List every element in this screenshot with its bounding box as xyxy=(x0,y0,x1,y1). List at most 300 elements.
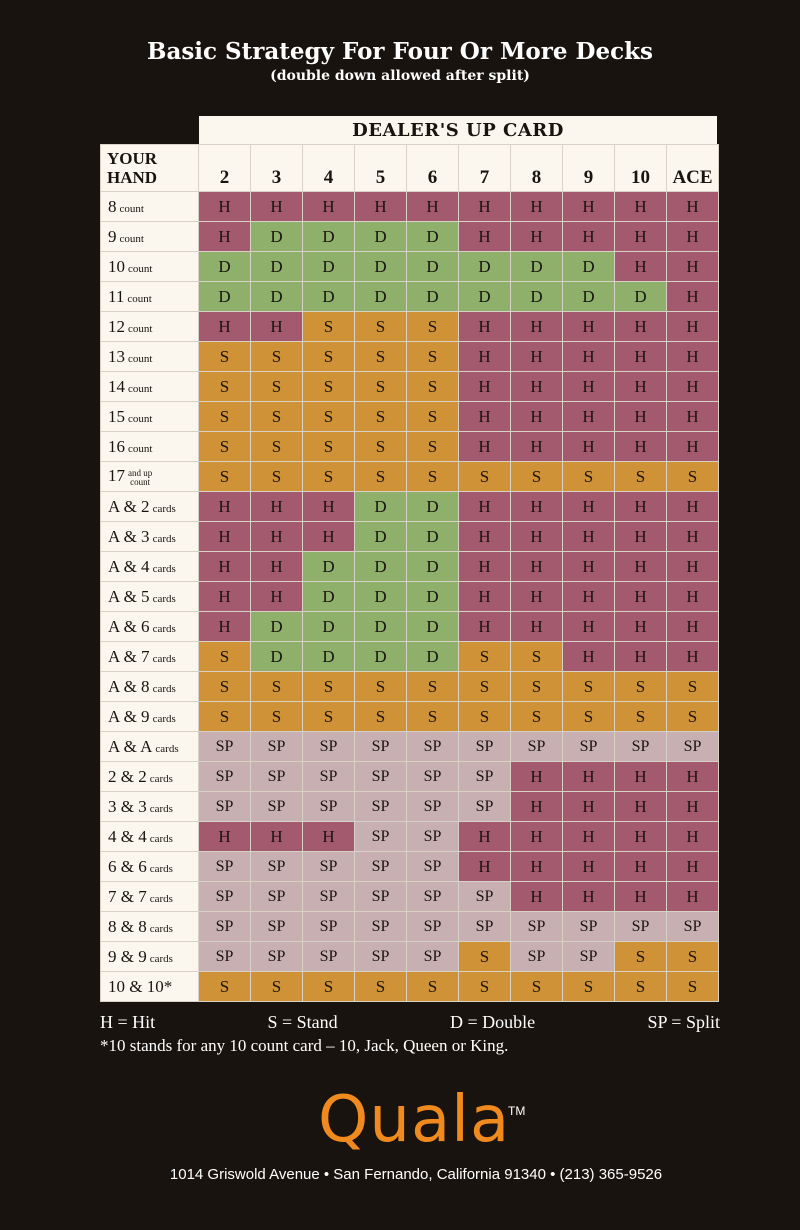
table-row xyxy=(101,702,719,732)
strategy-cell: D xyxy=(251,282,303,312)
strategy-cell: S xyxy=(199,462,251,492)
strategy-cell: H xyxy=(199,522,251,552)
strategy-cell: D xyxy=(303,282,355,312)
strategy-cell: H xyxy=(199,192,251,222)
strategy-cell: SP xyxy=(407,732,459,762)
strategy-cell: SP xyxy=(511,732,563,762)
hand-label-main: A & 7 xyxy=(108,646,150,666)
strategy-cell: S xyxy=(251,402,303,432)
strategy-cell: H xyxy=(355,192,407,222)
hand-label-main: 4 & 4 xyxy=(108,826,147,846)
strategy-cell: S xyxy=(459,642,511,672)
strategy-cell: D xyxy=(251,612,303,642)
hand-label-main: 3 & 3 xyxy=(108,796,147,816)
hand-label xyxy=(101,222,199,252)
strategy-cell: S xyxy=(199,672,251,702)
hand-label-sub: count xyxy=(128,442,153,455)
strategy-cell: H xyxy=(563,522,615,552)
strategy-cell: S xyxy=(251,372,303,402)
strategy-cell: S xyxy=(407,702,459,732)
strategy-cell: S xyxy=(355,432,407,462)
strategy-cell: S xyxy=(459,462,511,492)
strategy-cell: H xyxy=(615,822,667,852)
table-row xyxy=(101,252,719,282)
table-row xyxy=(101,342,719,372)
your-hand-header xyxy=(101,145,199,192)
hand-label-main: A & 9 xyxy=(108,706,150,726)
strategy-cell: S xyxy=(407,372,459,402)
strategy-cell: H xyxy=(563,552,615,582)
hand-label xyxy=(101,402,199,432)
strategy-cell: H xyxy=(459,822,511,852)
hand-label-sub: cards xyxy=(152,652,176,665)
hand-label xyxy=(101,522,199,552)
hand-label xyxy=(101,972,199,1002)
strategy-cell: H xyxy=(667,492,719,522)
table-row xyxy=(101,432,719,462)
hand-label-main: 15 xyxy=(108,406,125,426)
hand-label-main: 2 & 2 xyxy=(108,766,147,786)
strategy-cell: H xyxy=(251,552,303,582)
strategy-cell: H xyxy=(511,372,563,402)
strategy-cell: S xyxy=(303,342,355,372)
hand-label-sub: cards xyxy=(152,592,176,605)
hand-label-sub: and up count xyxy=(128,467,153,487)
strategy-cell: H xyxy=(615,372,667,402)
hand-label-sub: cards xyxy=(152,712,176,725)
strategy-cell: SP xyxy=(407,822,459,852)
strategy-cell: H xyxy=(615,522,667,552)
strategy-cell: D xyxy=(199,252,251,282)
strategy-cell: S xyxy=(251,702,303,732)
hand-label-sub: cards xyxy=(155,742,179,755)
hand-label-main: 16 xyxy=(108,436,125,456)
quala-logo: Quala xyxy=(318,1083,511,1157)
strategy-cell: SP xyxy=(303,792,355,822)
strategy-cell: H xyxy=(615,882,667,912)
strategy-cell: H xyxy=(199,552,251,582)
hand-label xyxy=(101,282,199,312)
strategy-cell: S xyxy=(615,972,667,1002)
strategy-cell: S xyxy=(199,642,251,672)
hand-label-main: 10 & 10* xyxy=(108,976,173,996)
strategy-cell: H xyxy=(667,402,719,432)
strategy-cell: SP xyxy=(251,792,303,822)
strategy-cell: H xyxy=(615,492,667,522)
strategy-cell: H xyxy=(563,612,615,642)
hand-label-main: A & 8 xyxy=(108,676,150,696)
strategy-cell: SP xyxy=(407,882,459,912)
hand-label xyxy=(101,822,199,852)
strategy-cell: H xyxy=(511,432,563,462)
strategy-cell: H xyxy=(511,552,563,582)
strategy-cell: S xyxy=(355,672,407,702)
your-hand-line2: HAND xyxy=(107,168,158,187)
strategy-cell: H xyxy=(667,822,719,852)
strategy-cell: S xyxy=(199,972,251,1002)
strategy-cell: SP xyxy=(251,732,303,762)
hand-label-main: 17 xyxy=(108,466,125,486)
strategy-cell: H xyxy=(511,582,563,612)
strategy-cell: S xyxy=(667,972,719,1002)
table-row xyxy=(101,762,719,792)
strategy-cell: H xyxy=(615,312,667,342)
strategy-cell: H xyxy=(563,402,615,432)
table-row xyxy=(101,792,719,822)
hand-label xyxy=(101,342,199,372)
table-row xyxy=(101,642,719,672)
strategy-cell: S xyxy=(407,462,459,492)
hand-label-main: A & A xyxy=(108,736,153,756)
hand-label-main: 8 xyxy=(108,196,117,216)
strategy-cell: H xyxy=(459,372,511,402)
strategy-cell: H xyxy=(511,822,563,852)
strategy-cell: SP xyxy=(199,852,251,882)
strategy-cell: S xyxy=(407,972,459,1002)
hand-label xyxy=(101,312,199,342)
strategy-cell: S xyxy=(563,672,615,702)
strategy-cell: D xyxy=(303,612,355,642)
strategy-cell: H xyxy=(667,522,719,552)
strategy-cell: H xyxy=(511,402,563,432)
strategy-cell: D xyxy=(355,642,407,672)
strategy-cell: SP xyxy=(251,942,303,972)
strategy-cell: H xyxy=(303,822,355,852)
strategy-cell: H xyxy=(459,432,511,462)
strategy-cell: D xyxy=(563,252,615,282)
strategy-cell: S xyxy=(251,672,303,702)
strategy-cell: H xyxy=(459,402,511,432)
strategy-cell: H xyxy=(251,192,303,222)
strategy-cell: S xyxy=(615,672,667,702)
strategy-cell: H xyxy=(251,822,303,852)
strategy-cell: D xyxy=(303,222,355,252)
table-row xyxy=(101,522,719,552)
strategy-cell: D xyxy=(615,282,667,312)
strategy-cell: SP xyxy=(407,912,459,942)
strategy-cell: S xyxy=(511,972,563,1002)
strategy-cell: SP xyxy=(615,732,667,762)
strategy-body xyxy=(101,192,719,1002)
hand-label-sub: cards xyxy=(149,922,173,935)
strategy-cell: SP xyxy=(563,732,615,762)
strategy-cell: SP xyxy=(199,882,251,912)
strategy-cell: H xyxy=(667,552,719,582)
dealer-card-col-4: 4 xyxy=(303,145,355,192)
strategy-cell: S xyxy=(303,312,355,342)
hand-label xyxy=(101,432,199,462)
strategy-cell: H xyxy=(511,342,563,372)
hand-label-main: 10 xyxy=(108,256,125,276)
strategy-cell: D xyxy=(407,522,459,552)
dealer-card-col-ace: ACE xyxy=(667,145,719,192)
strategy-cell: S xyxy=(303,462,355,492)
strategy-cell: D xyxy=(355,222,407,252)
table-row xyxy=(101,852,719,882)
strategy-cell: S xyxy=(355,342,407,372)
hand-label-sub: count xyxy=(128,262,153,275)
strategy-cell: S xyxy=(251,342,303,372)
strategy-cell: H xyxy=(563,762,615,792)
strategy-cell: D xyxy=(355,282,407,312)
strategy-cell: S xyxy=(303,432,355,462)
hand-label xyxy=(101,252,199,282)
hand-label xyxy=(101,642,199,672)
hand-label-main: A & 3 xyxy=(108,526,150,546)
trademark-mark: TM xyxy=(508,1104,526,1118)
dealer-card-col-10: 10 xyxy=(615,145,667,192)
hand-label xyxy=(101,372,199,402)
table-row xyxy=(101,372,719,402)
strategy-cell: D xyxy=(303,252,355,282)
strategy-cell: H xyxy=(563,822,615,852)
legend-stand: S = Stand xyxy=(267,1012,338,1032)
hand-label-main: A & 5 xyxy=(108,586,150,606)
table-row xyxy=(101,672,719,702)
strategy-cell: SP xyxy=(459,912,511,942)
table-row xyxy=(101,492,719,522)
strategy-cell: H xyxy=(459,342,511,372)
strategy-cell: S xyxy=(355,702,407,732)
strategy-cell: SP xyxy=(667,732,719,762)
strategy-cell: S xyxy=(355,312,407,342)
legend-double: D = Double xyxy=(449,1012,536,1032)
strategy-cell: H xyxy=(511,312,563,342)
strategy-cell: D xyxy=(355,582,407,612)
hand-label xyxy=(101,612,199,642)
hand-label xyxy=(101,912,199,942)
strategy-cell: H xyxy=(199,312,251,342)
strategy-cell: H xyxy=(667,342,719,372)
strategy-cell: H xyxy=(667,582,719,612)
table-row xyxy=(101,402,719,432)
dealer-up-card-header: DEALER'S UP CARD xyxy=(199,116,717,144)
strategy-cell: SP xyxy=(199,942,251,972)
hand-label-sub: cards xyxy=(152,532,176,545)
strategy-cell: D xyxy=(407,222,459,252)
hand-label xyxy=(101,882,199,912)
hand-label-main: 14 xyxy=(108,376,125,396)
strategy-cell: S xyxy=(303,702,355,732)
strategy-cell: H xyxy=(303,492,355,522)
hand-label-main: 6 & 6 xyxy=(108,856,147,876)
strategy-cell: SP xyxy=(355,942,407,972)
strategy-cell: SP xyxy=(303,882,355,912)
table-row xyxy=(101,312,719,342)
strategy-cell: S xyxy=(355,402,407,432)
strategy-cell: H xyxy=(615,582,667,612)
strategy-cell: H xyxy=(407,192,459,222)
hand-label-sub: cards xyxy=(149,952,173,965)
strategy-cell: S xyxy=(355,462,407,492)
column-header-row xyxy=(101,145,719,192)
hand-label-sub: count xyxy=(128,382,153,395)
strategy-cell: H xyxy=(459,192,511,222)
strategy-cell: D xyxy=(251,252,303,282)
strategy-cell: S xyxy=(407,312,459,342)
strategy-cell: H xyxy=(511,852,563,882)
strategy-cell: H xyxy=(511,492,563,522)
strategy-cell: SP xyxy=(355,762,407,792)
strategy-cell: H xyxy=(251,582,303,612)
strategy-cell: S xyxy=(511,462,563,492)
strategy-cell: H xyxy=(615,852,667,882)
dealer-card-col-9: 9 xyxy=(563,145,615,192)
strategy-cell: D xyxy=(355,522,407,552)
strategy-cell: H xyxy=(563,852,615,882)
table-row xyxy=(101,582,719,612)
strategy-cell: H xyxy=(511,612,563,642)
strategy-cell: H xyxy=(615,222,667,252)
hand-label-sub: cards xyxy=(149,862,173,875)
strategy-cell: H xyxy=(615,612,667,642)
strategy-cell: H xyxy=(667,222,719,252)
strategy-cell: SP xyxy=(615,912,667,942)
strategy-cell: H xyxy=(563,312,615,342)
strategy-cell: SP xyxy=(511,942,563,972)
strategy-cell: SP xyxy=(667,912,719,942)
strategy-cell: H xyxy=(667,642,719,672)
hand-label-sub: count xyxy=(119,202,144,215)
strategy-cell: H xyxy=(459,522,511,552)
strategy-cell: D xyxy=(407,642,459,672)
strategy-cell: H xyxy=(615,252,667,282)
strategy-cell: D xyxy=(251,222,303,252)
dealer-card-col-3: 3 xyxy=(251,145,303,192)
strategy-cell: D xyxy=(407,552,459,582)
strategy-cell: D xyxy=(407,582,459,612)
legend xyxy=(100,1012,720,1033)
strategy-cell: D xyxy=(511,282,563,312)
strategy-cell: S xyxy=(667,702,719,732)
strategy-cell: SP xyxy=(303,732,355,762)
strategy-cell: H xyxy=(199,492,251,522)
strategy-cell: S xyxy=(199,432,251,462)
strategy-cell: H xyxy=(667,612,719,642)
strategy-cell: H xyxy=(667,792,719,822)
your-hand-line1: YOUR xyxy=(107,149,158,168)
hand-label-sub: cards xyxy=(149,802,173,815)
page-title: Basic Strategy For Four Or More Decks xyxy=(147,38,653,65)
strategy-cell: SP xyxy=(251,852,303,882)
strategy-cell: H xyxy=(511,882,563,912)
strategy-cell: S xyxy=(251,432,303,462)
strategy-cell: S xyxy=(459,702,511,732)
strategy-cell: H xyxy=(459,582,511,612)
strategy-cell: H xyxy=(303,522,355,552)
dealer-card-col-6: 6 xyxy=(407,145,459,192)
hand-label xyxy=(101,582,199,612)
strategy-cell: SP xyxy=(199,732,251,762)
strategy-cell: S xyxy=(563,462,615,492)
strategy-cell: S xyxy=(199,402,251,432)
strategy-cell: D xyxy=(355,612,407,642)
hand-label-main: 11 xyxy=(108,286,125,306)
strategy-cell: H xyxy=(615,432,667,462)
strategy-cell: SP xyxy=(355,882,407,912)
strategy-cell: SP xyxy=(355,912,407,942)
table-row xyxy=(101,462,719,492)
dealer-card-col-2: 2 xyxy=(199,145,251,192)
strategy-cell: H xyxy=(511,792,563,822)
strategy-cell: S xyxy=(459,942,511,972)
strategy-cell: D xyxy=(355,552,407,582)
hand-label xyxy=(101,492,199,522)
strategy-cell: SP xyxy=(511,912,563,942)
strategy-cell: H xyxy=(563,222,615,252)
strategy-cell: SP xyxy=(355,792,407,822)
strategy-cell: H xyxy=(563,372,615,402)
strategy-cell: S xyxy=(667,942,719,972)
strategy-cell: H xyxy=(563,642,615,672)
dealer-card-col-7: 7 xyxy=(459,145,511,192)
table-row xyxy=(101,732,719,762)
strategy-cell: SP xyxy=(459,762,511,792)
strategy-cell: S xyxy=(355,972,407,1002)
strategy-cell: H xyxy=(615,642,667,672)
page-subtitle: (double down allowed after split) xyxy=(270,68,530,84)
hand-label xyxy=(101,792,199,822)
table-row xyxy=(101,282,719,312)
strategy-cell: D xyxy=(355,252,407,282)
strategy-cell: H xyxy=(563,492,615,522)
hand-label xyxy=(101,192,199,222)
hand-label-main: 9 xyxy=(108,226,117,246)
strategy-cell: SP xyxy=(355,732,407,762)
strategy-cell: H xyxy=(511,192,563,222)
strategy-cell: S xyxy=(563,972,615,1002)
hand-label-sub: cards xyxy=(149,892,173,905)
strategy-cell: SP xyxy=(459,732,511,762)
strategy-cell: S xyxy=(563,702,615,732)
strategy-cell: S xyxy=(303,372,355,402)
strategy-cell: S xyxy=(199,702,251,732)
table-row xyxy=(101,942,719,972)
strategy-cell: D xyxy=(303,582,355,612)
strategy-cell: SP xyxy=(563,942,615,972)
strategy-cell: S xyxy=(667,672,719,702)
hand-label-sub: cards xyxy=(152,682,176,695)
strategy-cell: S xyxy=(511,642,563,672)
strategy-cell: H xyxy=(459,492,511,522)
table-row xyxy=(101,192,719,222)
strategy-cell: SP xyxy=(563,912,615,942)
strategy-cell: H xyxy=(667,192,719,222)
table-row xyxy=(101,912,719,942)
strategy-cell: D xyxy=(511,252,563,282)
strategy-cell: H xyxy=(511,222,563,252)
strategy-cell: D xyxy=(563,282,615,312)
hand-label-main: 9 & 9 xyxy=(108,946,147,966)
company-address: 1014 Griswold Avenue • San Fernando, California 91340 • (213) 365-9526 xyxy=(169,1166,663,1183)
strategy-cell: S xyxy=(251,462,303,492)
strategy-cell: SP xyxy=(407,852,459,882)
strategy-cell: SP xyxy=(407,792,459,822)
strategy-cell: H xyxy=(667,882,719,912)
strategy-cell: D xyxy=(303,552,355,582)
strategy-cell: D xyxy=(407,492,459,522)
strategy-cell: S xyxy=(303,672,355,702)
strategy-cell: H xyxy=(615,342,667,372)
strategy-cell: H xyxy=(563,432,615,462)
strategy-cell: D xyxy=(407,252,459,282)
strategy-cell: SP xyxy=(355,852,407,882)
hand-label xyxy=(101,732,199,762)
strategy-cell: H xyxy=(303,192,355,222)
strategy-cell: H xyxy=(199,612,251,642)
hand-label-sub: count xyxy=(128,412,153,425)
strategy-cell: SP xyxy=(199,762,251,792)
